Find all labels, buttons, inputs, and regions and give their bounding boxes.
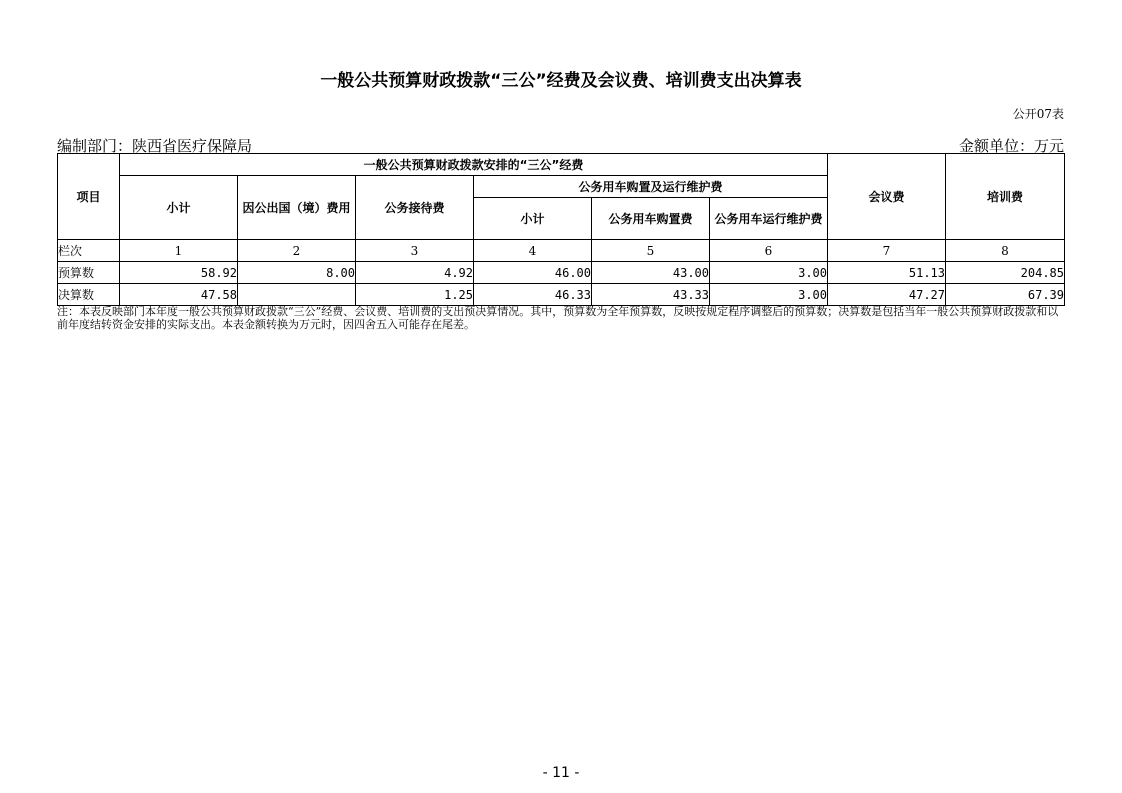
table-row bbox=[58, 284, 1065, 306]
header-meeting: 会议费 bbox=[828, 154, 946, 240]
table-cell: 4.92 bbox=[356, 262, 474, 284]
expenditure-table bbox=[57, 153, 1065, 306]
table-cell: 3.00 bbox=[710, 284, 828, 306]
table-cell: 6 bbox=[710, 240, 828, 262]
header-vehicle-operation: 公务用车运行维护费 bbox=[710, 198, 828, 240]
unit-label: 金额单位：万元 bbox=[958, 137, 1064, 155]
table-cell: 46.33 bbox=[474, 284, 592, 306]
header-subtotal: 小计 bbox=[120, 176, 238, 240]
table-cell: 5 bbox=[592, 240, 710, 262]
department-label: 编制部门：陕西省医疗保障局 bbox=[57, 137, 253, 155]
table-note: 注：本表反映部门本年度一般公共预算财政拨款“三公”经费、会议费、培训费的支出预决算情况。其中，预算数为全年预算数，反映按规定程序调整后的预算数；决算数是包括当年一般公共预算财政拨款和以前年度结转资金安排的实际支出。本表金额转换为万元时，因四舍五入可能存在尾差。 bbox=[57, 305, 1059, 331]
table-cell: 58.92 bbox=[120, 262, 238, 284]
row-label: 决算数 bbox=[58, 284, 120, 306]
row-label: 栏次 bbox=[58, 240, 120, 262]
form-number: 公开07表 bbox=[1012, 107, 1064, 121]
header-reception: 公务接待费 bbox=[356, 176, 474, 240]
table-cell: 67.39 bbox=[946, 284, 1065, 306]
page-title: 一般公共预算财政拨款“三公”经费及会议费、培训费支出决算表 bbox=[320, 71, 802, 91]
table-cell: 1 bbox=[120, 240, 238, 262]
table-cell: 3 bbox=[356, 240, 474, 262]
table-cell: 51.13 bbox=[828, 262, 946, 284]
header-vehicle-purchase: 公务用车购置费 bbox=[592, 198, 710, 240]
header-item: 项目 bbox=[58, 154, 120, 240]
table-cell: 47.27 bbox=[828, 284, 946, 306]
table-cell: 8 bbox=[946, 240, 1065, 262]
header-three-public-group: 一般公共预算财政拨款安排的“三公”经费 bbox=[120, 154, 828, 176]
table-cell: 2 bbox=[238, 240, 356, 262]
table-cell: 204.85 bbox=[946, 262, 1065, 284]
row-label: 预算数 bbox=[58, 262, 120, 284]
table-cell bbox=[238, 284, 356, 306]
table-row bbox=[58, 240, 1065, 262]
header-abroad: 因公出国（境）费用 bbox=[238, 176, 356, 240]
header-vehicle-group: 公务用车购置及运行维护费 bbox=[474, 176, 828, 198]
table-cell: 43.00 bbox=[592, 262, 710, 284]
header-training: 培训费 bbox=[946, 154, 1065, 240]
page-number: - 11 - bbox=[542, 765, 580, 781]
table-cell: 43.33 bbox=[592, 284, 710, 306]
table-row bbox=[58, 262, 1065, 284]
table-cell: 7 bbox=[828, 240, 946, 262]
header-vehicle-subtotal: 小计 bbox=[474, 198, 592, 240]
table-cell: 47.58 bbox=[120, 284, 238, 306]
table-cell: 1.25 bbox=[356, 284, 474, 306]
table-cell: 46.00 bbox=[474, 262, 592, 284]
table-cell: 3.00 bbox=[710, 262, 828, 284]
table-cell: 4 bbox=[474, 240, 592, 262]
table-cell: 8.00 bbox=[238, 262, 356, 284]
